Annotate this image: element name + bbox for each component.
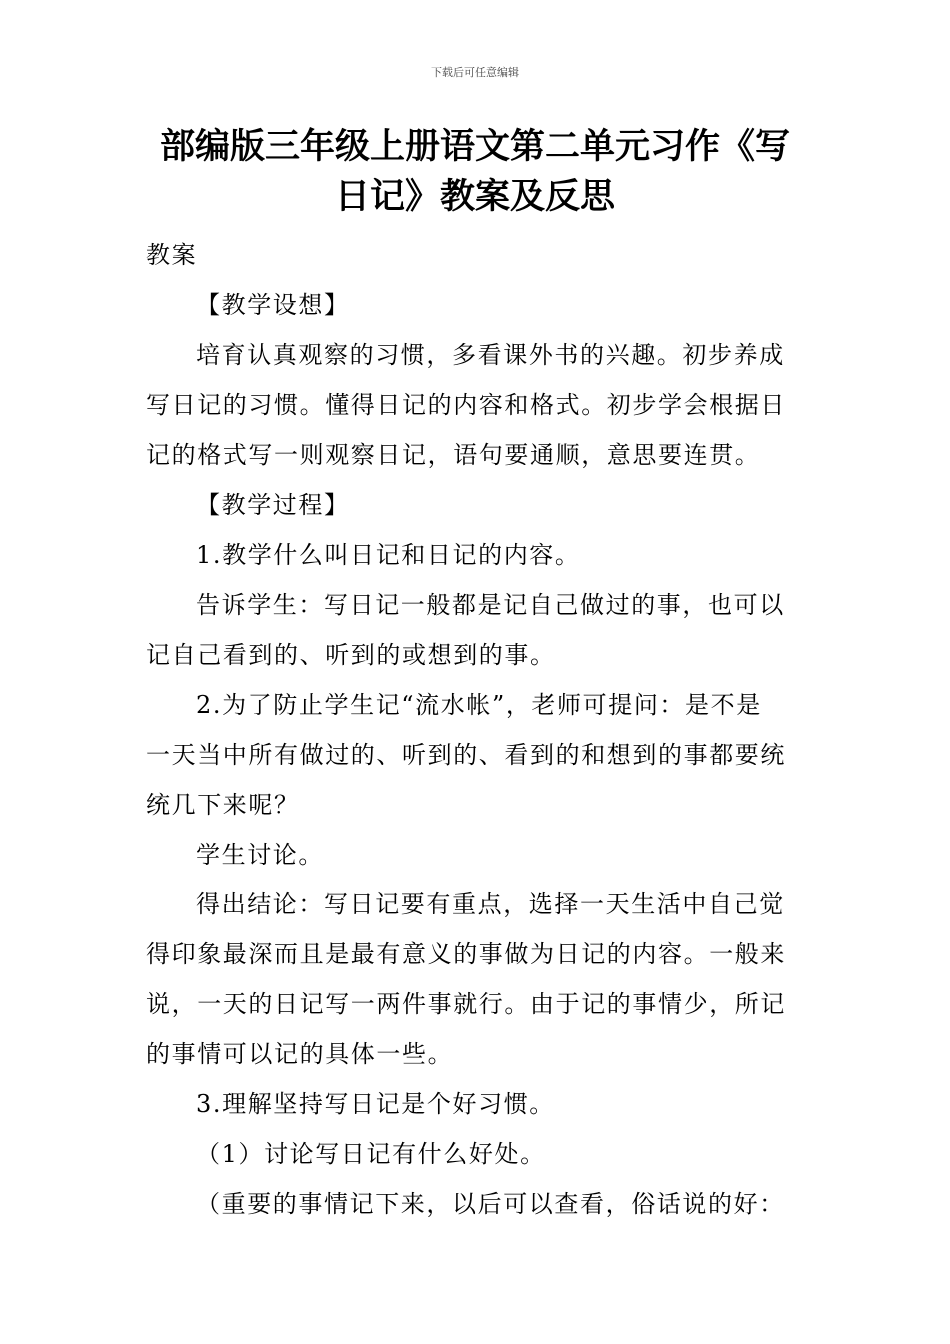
heading-teaching-design: 【教学设想】 <box>196 291 350 319</box>
step-1: 1.教学什么叫日记和日记的内容。 <box>196 541 581 569</box>
paragraph-line: 的事情可以记的具体一些。 <box>146 1040 454 1068</box>
paragraph-line: 学生讨论。 <box>196 841 324 869</box>
paragraph-line: 一天当中所有做过的、听到的、看到的和想到的事都要统 <box>146 741 786 769</box>
paragraph-line: 得印象最深而且是最有意义的事做为日记的内容。一般来 <box>146 940 786 968</box>
paragraph-line: 告诉学生：写日记一般都是记自己做过的事，也可以 <box>196 591 785 619</box>
paragraph-line: 得出结论：写日记要有重点，选择一天生活中自己觉 <box>196 890 785 918</box>
heading-teaching-process: 【教学过程】 <box>196 491 350 519</box>
section-label: 教案 <box>146 241 198 269</box>
paragraph-line: 写日记的习惯。懂得日记的内容和格式。初步学会根据日 <box>146 391 786 419</box>
paragraph-line: 培育认真观察的习惯，多看课外书的兴趣。初步养成 <box>196 341 785 369</box>
paragraph-line: （重要的事情记下来，以后可以查看，俗话说的好： <box>196 1190 785 1218</box>
step-2: 2.为了防止学生记“流水帐”，老师可提问：是不是 <box>196 691 762 719</box>
document-title-line-1: 部编版三年级上册语文第二单元习作《写 <box>159 127 790 167</box>
paragraph-line: 记的格式写一则观察日记，语句要通顺，意思要连贯。 <box>146 441 761 469</box>
page-header-note: 下载后可任意编辑 <box>431 66 519 79</box>
paragraph-line: 说，一天的日记写一两件事就行。由于记的事情少，所记 <box>146 990 786 1018</box>
step-3: 3.理解坚持写日记是个好习惯。 <box>196 1090 555 1118</box>
paragraph-line: 统几下来呢？ <box>146 791 300 819</box>
document-title-line-2: 日记》教案及反思 <box>334 177 615 217</box>
sub-step-1: （1）讨论写日记有什么好处。 <box>196 1140 546 1168</box>
paragraph-line: 记自己看到的、听到的或想到的事。 <box>146 641 556 669</box>
